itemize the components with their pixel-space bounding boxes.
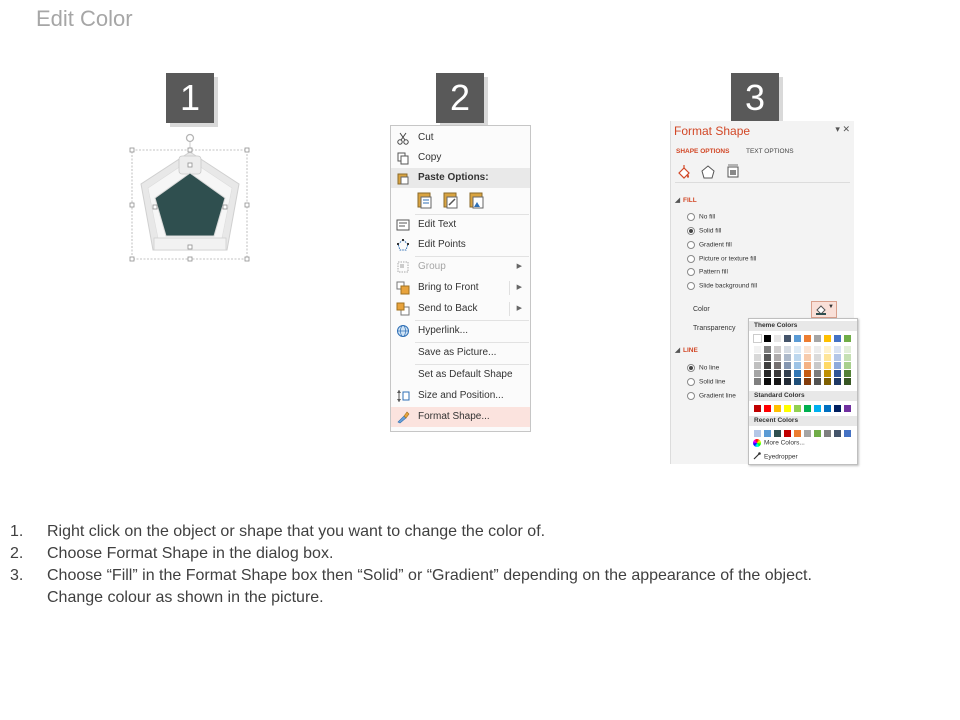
menu-item-edit-text[interactable]	[391, 215, 530, 235]
theme-shade-swatch[interactable]	[844, 378, 851, 385]
standard-color-swatch[interactable]	[844, 405, 851, 412]
recent-color-swatch[interactable]	[804, 430, 811, 437]
more-colors-link[interactable]: More Colors...	[753, 439, 805, 447]
theme-shade-swatch[interactable]	[754, 362, 761, 369]
tab-text-options[interactable]: TEXT OPTIONS	[746, 148, 794, 155]
resize-handle[interactable]	[153, 205, 157, 209]
recent-color-swatch[interactable]	[844, 430, 851, 437]
menu-item-label: Bring to Front	[418, 282, 479, 293]
theme-shade-swatch[interactable]	[774, 370, 781, 377]
recent-colors-header: Recent Colors	[749, 416, 857, 426]
menu-item-label: Group	[418, 261, 446, 272]
scissors-icon	[396, 131, 410, 145]
standard-color-swatch[interactable]	[774, 405, 781, 412]
resize-handle[interactable]	[188, 245, 192, 249]
theme-color-swatch[interactable]	[814, 335, 821, 342]
instruction-item	[10, 565, 950, 609]
bring-to-front-icon	[396, 281, 410, 295]
menu-item-label: Copy	[418, 152, 442, 163]
radio-gradient-line[interactable]: Gradient line	[687, 392, 736, 400]
color-palette-dropdown	[748, 318, 858, 465]
radio-icon	[687, 268, 695, 276]
tab-shape-options[interactable]: SHAPE OPTIONS	[676, 148, 730, 155]
standard-color-swatch[interactable]	[764, 405, 771, 412]
theme-color-swatch[interactable]	[764, 335, 771, 342]
line-section-header[interactable]: ◢ LINE	[675, 347, 698, 354]
menu-item-label: Send to Back	[418, 303, 478, 314]
theme-color-swatch[interactable]	[754, 335, 761, 342]
theme-color-swatch[interactable]	[824, 335, 831, 342]
recent-color-swatch[interactable]	[814, 430, 821, 437]
theme-shade-swatch[interactable]	[794, 370, 801, 377]
menu-item-label: Edit Points	[418, 239, 466, 250]
menu-item-set-default-shape[interactable]	[391, 365, 530, 385]
dropdown-arrow-icon: ▼	[828, 304, 834, 310]
theme-shade-swatch[interactable]	[794, 362, 801, 369]
resize-handle[interactable]	[245, 257, 249, 261]
theme-shade-swatch[interactable]	[814, 378, 821, 385]
radio-icon	[687, 282, 695, 290]
theme-shade-swatch[interactable]	[794, 378, 801, 385]
theme-shade-swatch[interactable]	[814, 362, 821, 369]
standard-color-swatch[interactable]	[784, 405, 791, 412]
theme-shade-swatch[interactable]	[814, 346, 821, 353]
theme-shade-swatch[interactable]	[844, 346, 851, 353]
effects-icon[interactable]	[700, 164, 716, 182]
instruction-text: Right click on the object or shape that you want to change the color of.	[47, 523, 546, 540]
theme-shade-swatch[interactable]	[774, 362, 781, 369]
instruction-number: 1.	[10, 523, 24, 540]
theme-shade-swatch[interactable]	[764, 354, 771, 361]
resize-handle[interactable]	[245, 203, 249, 207]
transparency-label: Transparency	[693, 325, 736, 332]
instruction-text: Choose Format Shape in the dialog box.	[47, 545, 334, 562]
theme-shade-swatch[interactable]	[804, 362, 811, 369]
theme-shade-swatch[interactable]	[814, 354, 821, 361]
fill-section-header[interactable]: ◢ FILL	[675, 197, 697, 204]
menu-item-bring-to-front[interactable]	[391, 278, 530, 298]
theme-shade-swatch[interactable]	[784, 362, 791, 369]
instruction-list	[10, 521, 950, 609]
edit-points-icon	[396, 238, 410, 252]
instruction-number: 2.	[10, 545, 24, 562]
menu-item-label: Save as Picture...	[418, 347, 497, 358]
menu-item-hyperlink[interactable]	[391, 321, 530, 341]
theme-shade-swatch[interactable]	[754, 354, 761, 361]
resize-handle[interactable]	[130, 203, 134, 207]
paint-bucket-icon	[815, 303, 827, 317]
radio-selected-icon	[687, 364, 695, 372]
paste-icons-row	[417, 191, 517, 211]
group-icon	[396, 260, 410, 274]
radio-icon	[687, 213, 695, 221]
theme-shade-swatch[interactable]	[844, 370, 851, 377]
menu-item-label: Format Shape...	[418, 411, 490, 422]
theme-shade-swatch[interactable]	[804, 370, 811, 377]
rotation-handle[interactable]	[187, 135, 194, 142]
menu-item-group	[391, 257, 530, 277]
theme-shade-swatch[interactable]	[824, 370, 831, 377]
resize-handle[interactable]	[130, 257, 134, 261]
paste-merge-formatting-icon[interactable]	[443, 191, 459, 212]
size-position-icon	[396, 389, 410, 403]
resize-handle[interactable]	[188, 148, 192, 152]
instruction-text: Choose “Fill” in the Format Shape box then “Solid” or “Gradient” depending on the appearance of the object.	[47, 567, 812, 584]
theme-color-swatch[interactable]	[834, 335, 841, 342]
collapse-triangle-icon: ◢	[675, 347, 680, 354]
theme-shade-swatch[interactable]	[844, 362, 851, 369]
resize-handle[interactable]	[223, 205, 227, 209]
menu-item-label: Set as Default Shape	[418, 369, 513, 380]
hyperlink-icon	[396, 324, 410, 338]
theme-colors-header: Theme Colors	[749, 321, 857, 331]
theme-shade-swatch[interactable]	[774, 354, 781, 361]
theme-shade-swatch[interactable]	[754, 370, 761, 377]
menu-item-send-to-back[interactable]	[391, 299, 530, 319]
theme-shade-swatch[interactable]	[764, 346, 771, 353]
step-number-2: 2	[436, 73, 484, 123]
eyedropper-link[interactable]: Eyedropper	[753, 452, 798, 462]
step-number-3: 3	[731, 73, 779, 123]
recent-color-swatch[interactable]	[794, 430, 801, 437]
theme-shade-swatch[interactable]	[794, 346, 801, 353]
radio-icon	[687, 392, 695, 400]
recent-color-swatch[interactable]	[764, 430, 771, 437]
edit-text-icon	[396, 218, 410, 232]
submenu-arrow-icon[interactable]: ▶	[516, 305, 522, 312]
menu-item-label: Edit Text	[418, 219, 457, 230]
theme-color-swatch[interactable]	[794, 335, 801, 342]
recent-color-swatch[interactable]	[834, 430, 841, 437]
theme-shade-swatch[interactable]	[844, 354, 851, 361]
theme-shade-swatch[interactable]	[804, 354, 811, 361]
context-menu	[390, 125, 531, 432]
radio-solid-line[interactable]: Solid line	[687, 378, 725, 386]
close-icon[interactable]: ✕	[842, 124, 850, 134]
collapse-triangle-icon: ◢	[675, 197, 680, 204]
step-number-1: 1	[166, 73, 214, 123]
send-to-back-icon	[396, 302, 410, 316]
color-wheel-icon	[753, 439, 761, 447]
theme-shade-swatch[interactable]	[824, 378, 831, 385]
menu-item-save-as-picture[interactable]	[391, 343, 530, 363]
instruction-item	[10, 543, 950, 565]
theme-shade-swatch[interactable]	[784, 370, 791, 377]
radio-icon	[687, 255, 695, 263]
standard-color-swatch[interactable]	[834, 405, 841, 412]
radio-pattern-fill[interactable]: Pattern fill	[687, 268, 728, 276]
format-shape-icon	[396, 410, 410, 424]
standard-colors-header: Standard Colors	[749, 391, 857, 401]
eyedropper-icon	[753, 452, 761, 462]
theme-color-swatch[interactable]	[804, 335, 811, 342]
radio-icon	[687, 241, 695, 249]
theme-shade-swatch[interactable]	[804, 378, 811, 385]
menu-item-label: Paste Options:	[418, 172, 489, 183]
standard-color-swatch[interactable]	[804, 405, 811, 412]
theme-shade-swatch[interactable]	[784, 354, 791, 361]
theme-color-swatch[interactable]	[774, 335, 781, 342]
instruction-item	[10, 521, 950, 543]
theme-shade-swatch[interactable]	[754, 378, 761, 385]
pane-title: Format Shape	[674, 124, 751, 138]
submenu-arrow-icon: ▶	[516, 263, 522, 270]
paste-options-header	[391, 168, 530, 188]
theme-shade-swatch[interactable]	[764, 362, 771, 369]
theme-shade-swatch[interactable]	[834, 370, 841, 377]
page-title: Edit Color	[36, 6, 133, 31]
instruction-number: 3.	[10, 567, 24, 584]
radio-icon	[687, 378, 695, 386]
instruction-text-continued: Change colour as shown in the picture.	[47, 589, 324, 606]
resize-handle[interactable]	[130, 148, 134, 152]
fill-line-icon[interactable]	[676, 164, 692, 182]
radio-selected-icon	[687, 227, 695, 235]
theme-shade-swatch[interactable]	[834, 354, 841, 361]
theme-color-swatch[interactable]	[844, 335, 851, 342]
menu-item-format-shape[interactable]	[391, 407, 530, 427]
clipboard-icon	[396, 171, 410, 185]
selected-shape[interactable]	[124, 130, 252, 264]
theme-shade-swatch[interactable]	[784, 378, 791, 385]
menu-item-label: Hyperlink...	[418, 325, 469, 336]
standard-color-swatch[interactable]	[814, 405, 821, 412]
submenu-arrow-icon[interactable]: ▶	[516, 284, 522, 291]
theme-shade-swatch[interactable]	[804, 346, 811, 353]
theme-shade-swatch[interactable]	[764, 378, 771, 385]
theme-shade-swatch[interactable]	[834, 378, 841, 385]
theme-shade-swatch[interactable]	[814, 370, 821, 377]
paste-keep-formatting-icon[interactable]	[417, 191, 433, 212]
resize-handle[interactable]	[245, 148, 249, 152]
paste-picture-icon[interactable]	[469, 191, 485, 212]
menu-item-cut[interactable]	[391, 128, 530, 148]
radio-no-line[interactable]: No line	[687, 364, 719, 372]
theme-shade-swatch[interactable]	[764, 370, 771, 377]
menu-item-copy[interactable]	[391, 148, 530, 168]
radio-no-fill[interactable]: No fill	[687, 213, 715, 221]
color-label: Color	[693, 306, 710, 313]
theme-color-swatch[interactable]	[784, 335, 791, 342]
theme-shade-swatch[interactable]	[824, 354, 831, 361]
theme-shade-swatch[interactable]	[784, 346, 791, 353]
standard-color-swatch[interactable]	[824, 405, 831, 412]
size-properties-icon[interactable]	[725, 164, 741, 182]
theme-shade-swatch[interactable]	[754, 346, 761, 353]
theme-shade-swatch[interactable]	[834, 362, 841, 369]
theme-shade-swatch[interactable]	[774, 346, 781, 353]
recent-color-swatch[interactable]	[754, 430, 761, 437]
theme-shade-swatch[interactable]	[824, 346, 831, 353]
radio-gradient-fill[interactable]: Gradient fill	[687, 241, 732, 249]
color-picker-button[interactable]	[811, 301, 837, 318]
radio-slide-background-fill[interactable]: Slide background fill	[687, 282, 757, 290]
theme-shade-swatch[interactable]	[794, 354, 801, 361]
resize-handle[interactable]	[188, 257, 192, 261]
radio-solid-fill[interactable]: Solid fill	[687, 227, 721, 235]
theme-shade-swatch[interactable]	[774, 378, 781, 385]
menu-item-size-and-position[interactable]	[391, 386, 530, 406]
pane-options-dropdown-icon[interactable]: ▾	[835, 124, 840, 134]
menu-item-label: Size and Position...	[418, 390, 504, 401]
radio-picture-fill[interactable]: Picture or texture fill	[687, 255, 756, 263]
menu-item-edit-points[interactable]	[391, 235, 530, 255]
menu-item-label: Cut	[418, 132, 434, 143]
theme-shade-swatch[interactable]	[824, 362, 831, 369]
recent-color-swatch[interactable]	[784, 430, 791, 437]
copy-icon	[396, 151, 410, 165]
standard-color-swatch[interactable]	[794, 405, 801, 412]
recent-color-swatch[interactable]	[824, 430, 831, 437]
theme-shade-swatch[interactable]	[834, 346, 841, 353]
resize-handle[interactable]	[188, 163, 192, 167]
recent-color-swatch[interactable]	[774, 430, 781, 437]
standard-color-swatch[interactable]	[754, 405, 761, 412]
